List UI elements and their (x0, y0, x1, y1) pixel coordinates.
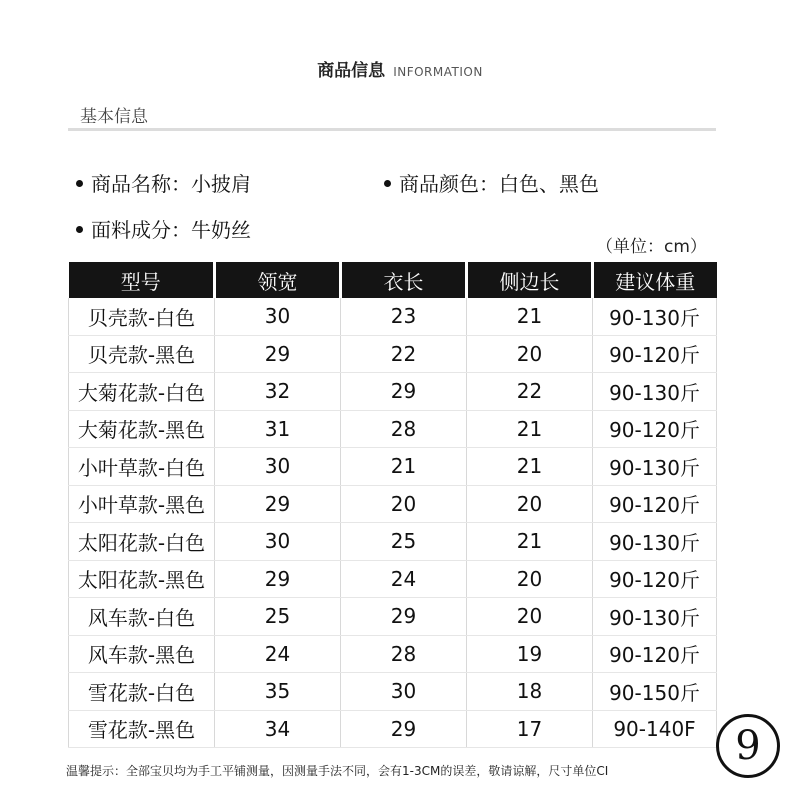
cell-length: 28 (341, 410, 467, 448)
cell-model: 太阳花款-白色 (69, 523, 215, 561)
table-row (69, 673, 717, 711)
cell-model: 雪花款-黑色 (69, 710, 215, 748)
cell-weight: 90-130斤 (593, 523, 717, 561)
info-product-name-text: 商品名称：小披肩 (91, 172, 251, 196)
cell-collar-width: 35 (215, 673, 341, 711)
table-row (69, 598, 717, 636)
bullet-icon (384, 180, 391, 187)
title-chinese: 商品信息 (317, 61, 386, 81)
cell-model: 贝壳款-黑色 (69, 335, 215, 373)
cell-weight: 90-130斤 (593, 373, 717, 411)
cell-length: 29 (341, 710, 467, 748)
section-label: 基本信息 (80, 107, 148, 127)
cell-length: 30 (341, 673, 467, 711)
cell-length: 29 (341, 598, 467, 636)
header-model: 型号 (69, 262, 215, 298)
page-title (0, 56, 800, 81)
cell-length: 24 (341, 560, 467, 598)
cell-weight: 90-140F (593, 710, 717, 748)
cell-weight: 90-120斤 (593, 335, 717, 373)
cell-model: 大菊花款-黑色 (69, 410, 215, 448)
cell-model: 风车款-黑色 (69, 635, 215, 673)
header-side-length: 侧边长 (467, 262, 593, 298)
cell-collar-width: 29 (215, 335, 341, 373)
bullet-icon (76, 226, 83, 233)
cell-weight: 90-120斤 (593, 485, 717, 523)
cell-side-length: 21 (467, 298, 593, 335)
header-recommended-weight: 建议体重 (593, 262, 717, 298)
cell-model: 大菊花款-白色 (69, 373, 215, 411)
page-number-badge: 9 (716, 714, 780, 778)
cell-side-length: 18 (467, 673, 593, 711)
cell-length: 28 (341, 635, 467, 673)
table-row (69, 710, 717, 748)
info-fabric-text: 面料成分：牛奶丝 (91, 218, 251, 242)
cell-model: 小叶草款-白色 (69, 448, 215, 486)
cell-weight: 90-130斤 (593, 598, 717, 636)
table-row (69, 373, 717, 411)
cell-model: 小叶草款-黑色 (69, 485, 215, 523)
table-row (69, 335, 717, 373)
cell-weight: 90-130斤 (593, 448, 717, 486)
cell-collar-width: 29 (215, 485, 341, 523)
cell-collar-width: 34 (215, 710, 341, 748)
table-row (69, 485, 717, 523)
info-product-color-text: 商品颜色：白色、黑色 (399, 172, 599, 196)
cell-length: 21 (341, 448, 467, 486)
cell-weight: 90-150斤 (593, 673, 717, 711)
table-header-row (69, 262, 717, 298)
cell-weight: 90-130斤 (593, 298, 717, 335)
info-product-color (384, 168, 599, 197)
cell-model: 太阳花款-黑色 (69, 560, 215, 598)
table-row (69, 410, 717, 448)
cell-collar-width: 31 (215, 410, 341, 448)
section-divider (68, 128, 716, 131)
table-row (69, 523, 717, 561)
cell-model: 风车款-白色 (69, 598, 215, 636)
cell-collar-width: 25 (215, 598, 341, 636)
header-length: 衣长 (341, 262, 467, 298)
cell-side-length: 22 (467, 373, 593, 411)
cell-weight: 90-120斤 (593, 410, 717, 448)
cell-side-length: 20 (467, 485, 593, 523)
table-row (69, 635, 717, 673)
footer-note: 温馨提示：全部宝贝均为手工平铺测量，因测量手法不同，会有1-3CM的误差，敬请谅解，尺寸单位CI (66, 764, 609, 778)
cell-collar-width: 30 (215, 523, 341, 561)
cell-side-length: 21 (467, 523, 593, 561)
info-fabric (76, 214, 251, 243)
info-product-name (76, 168, 251, 197)
title-english: INFORMATION (393, 65, 483, 79)
cell-length: 25 (341, 523, 467, 561)
unit-note: （单位：cm） (596, 237, 707, 257)
cell-side-length: 20 (467, 560, 593, 598)
header-collar-width: 领宽 (215, 262, 341, 298)
cell-side-length: 20 (467, 598, 593, 636)
cell-side-length: 21 (467, 410, 593, 448)
cell-side-length: 17 (467, 710, 593, 748)
table-row (69, 560, 717, 598)
cell-model: 雪花款-白色 (69, 673, 215, 711)
cell-side-length: 20 (467, 335, 593, 373)
cell-model: 贝壳款-白色 (69, 298, 215, 335)
cell-collar-width: 29 (215, 560, 341, 598)
cell-collar-width: 32 (215, 373, 341, 411)
cell-collar-width: 24 (215, 635, 341, 673)
cell-weight: 90-120斤 (593, 635, 717, 673)
cell-length: 23 (341, 298, 467, 335)
cell-length: 29 (341, 373, 467, 411)
cell-length: 22 (341, 335, 467, 373)
cell-side-length: 19 (467, 635, 593, 673)
size-table (68, 262, 717, 748)
cell-length: 20 (341, 485, 467, 523)
cell-side-length: 21 (467, 448, 593, 486)
cell-weight: 90-120斤 (593, 560, 717, 598)
table-row (69, 448, 717, 486)
cell-collar-width: 30 (215, 298, 341, 335)
cell-collar-width: 30 (215, 448, 341, 486)
table-row (69, 298, 717, 335)
bullet-icon (76, 180, 83, 187)
